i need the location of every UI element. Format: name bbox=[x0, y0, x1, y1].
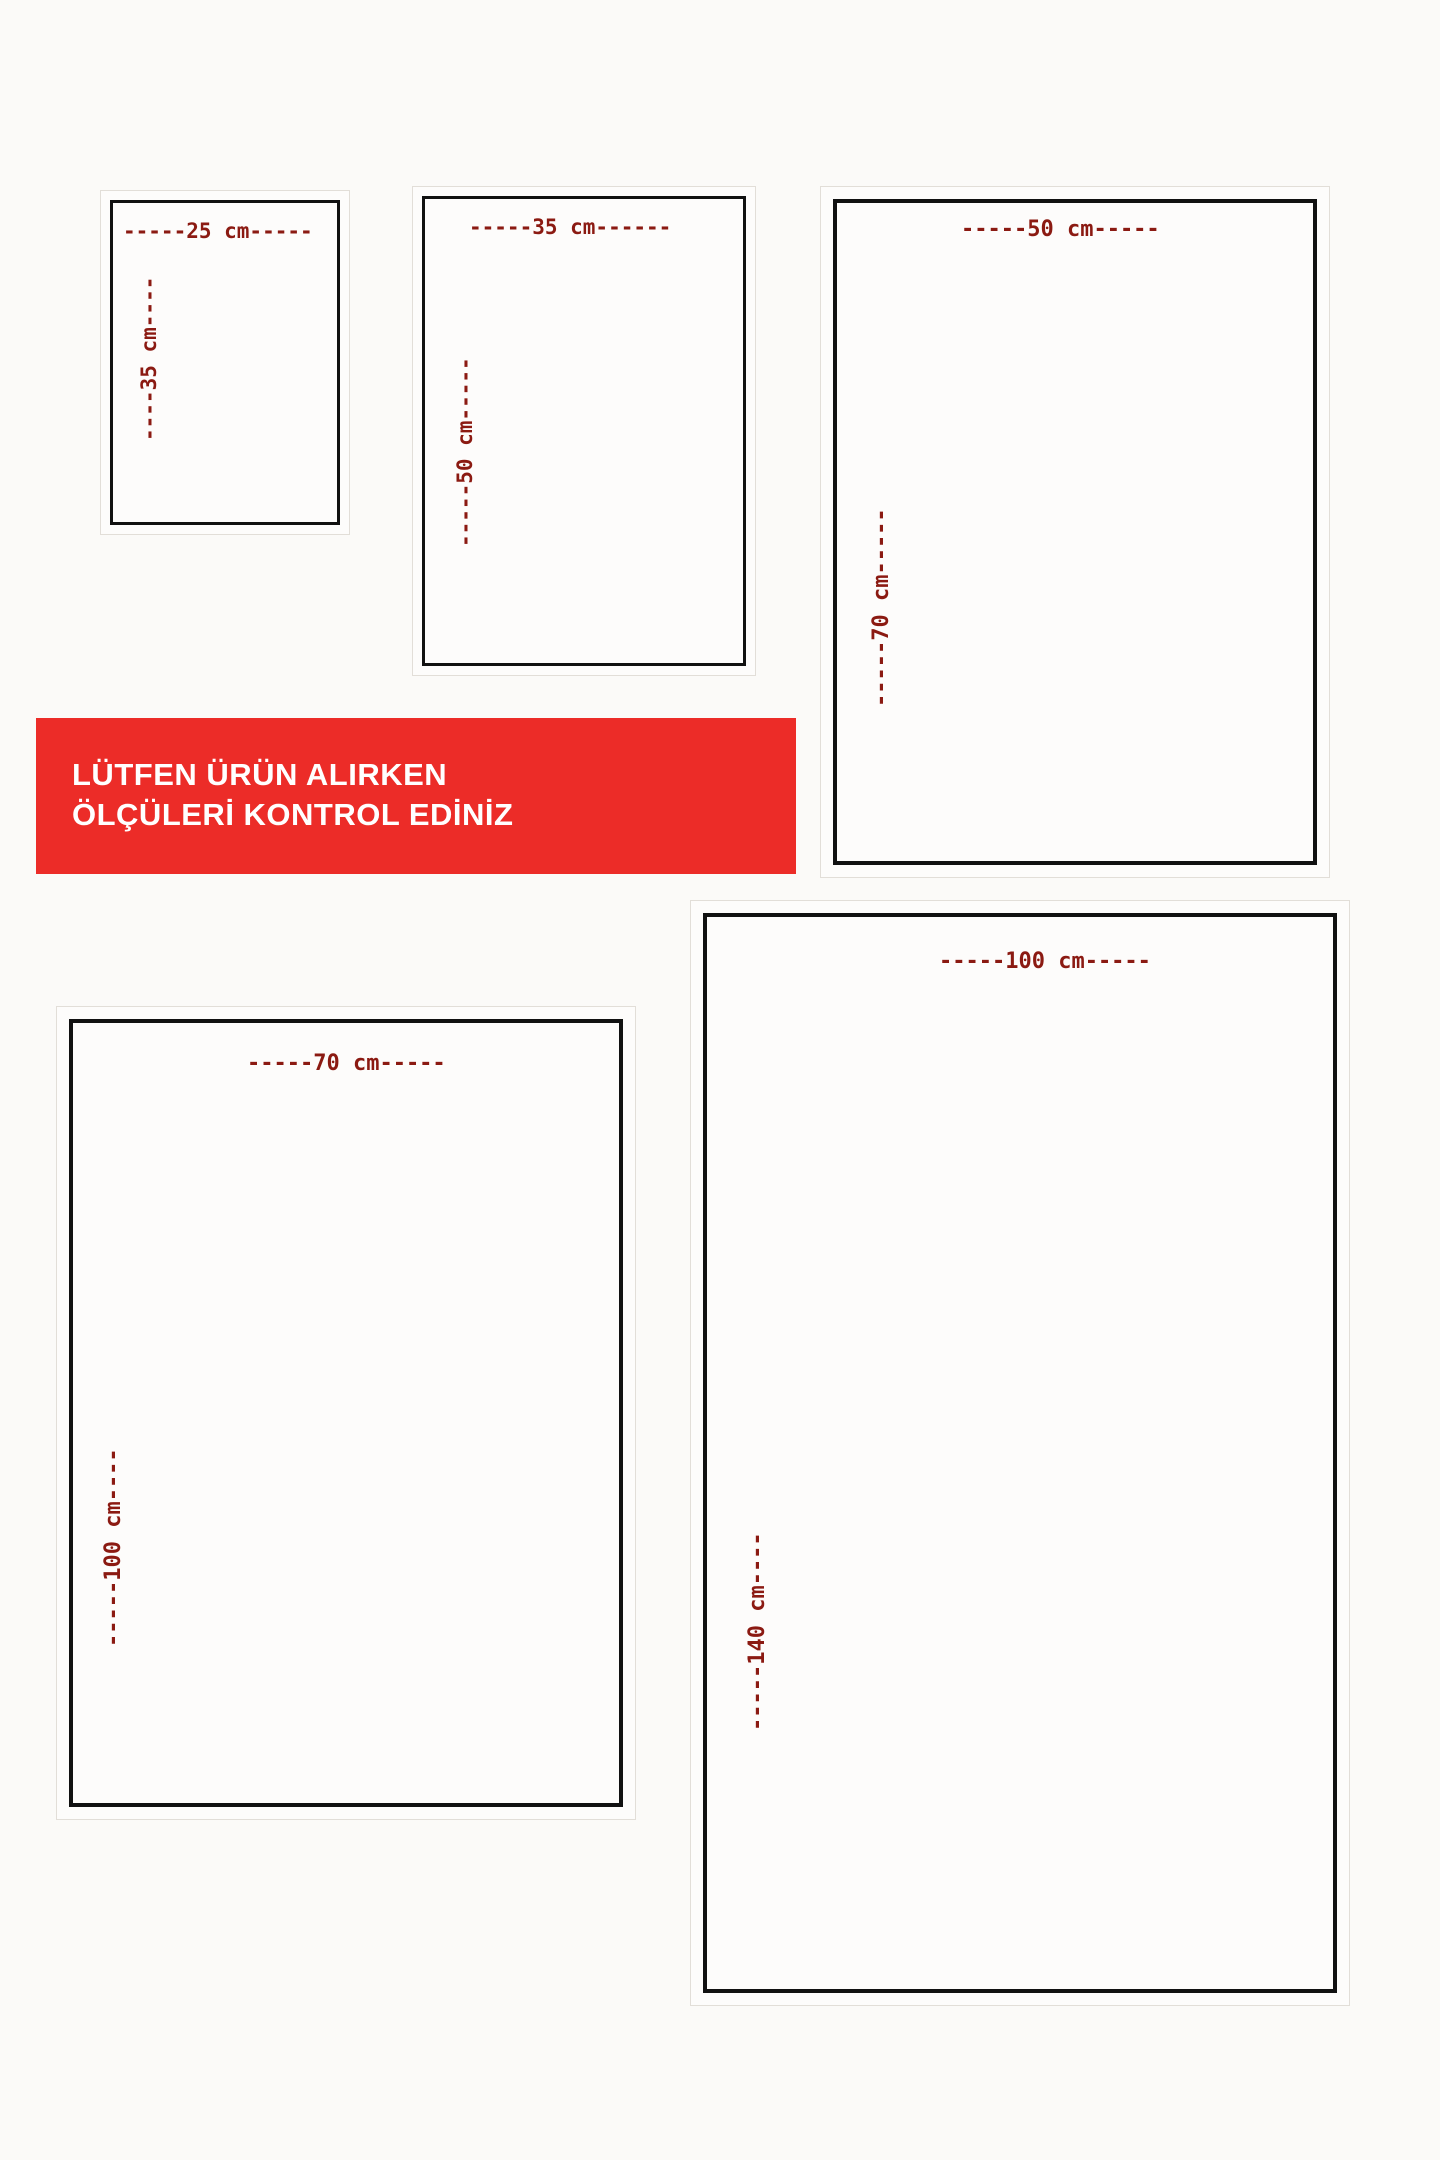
measurement-warning-banner bbox=[36, 718, 796, 874]
frame-70x100 bbox=[56, 1006, 636, 1820]
frame-70x100-width-label: -----70 cm----- bbox=[247, 1051, 446, 1076]
frame-100x140 bbox=[690, 900, 1350, 2006]
frame-25x35 bbox=[100, 190, 350, 535]
frame-100x140-inner bbox=[703, 913, 1337, 1993]
frame-25x35-width-label: -----25 cm----- bbox=[123, 219, 313, 243]
banner-line-2: ÖLÇÜLERİ KONTROL EDİNİZ bbox=[72, 797, 514, 832]
frame-35x50-height-label: -----50 cm----- bbox=[453, 357, 477, 547]
frame-70x100-inner bbox=[69, 1019, 623, 1807]
frame-25x35-height-label: ----35 cm---- bbox=[137, 276, 161, 441]
frame-70x100-height-label: -----100 cm---- bbox=[101, 1448, 126, 1647]
frame-35x50-width-label: -----35 cm------ bbox=[469, 215, 672, 239]
frame-100x140-width-label: -----100 cm----- bbox=[939, 949, 1151, 974]
frame-50x70 bbox=[820, 186, 1330, 878]
frame-50x70-height-label: -----70 cm----- bbox=[869, 508, 894, 707]
frame-50x70-inner bbox=[833, 199, 1317, 865]
frame-50x70-width-label: -----50 cm----- bbox=[961, 217, 1160, 242]
frame-100x140-height-label: -----140 cm---- bbox=[745, 1532, 770, 1731]
frame-35x50 bbox=[412, 186, 756, 676]
banner-line-1: LÜTFEN ÜRÜN ALIRKEN bbox=[72, 757, 448, 793]
